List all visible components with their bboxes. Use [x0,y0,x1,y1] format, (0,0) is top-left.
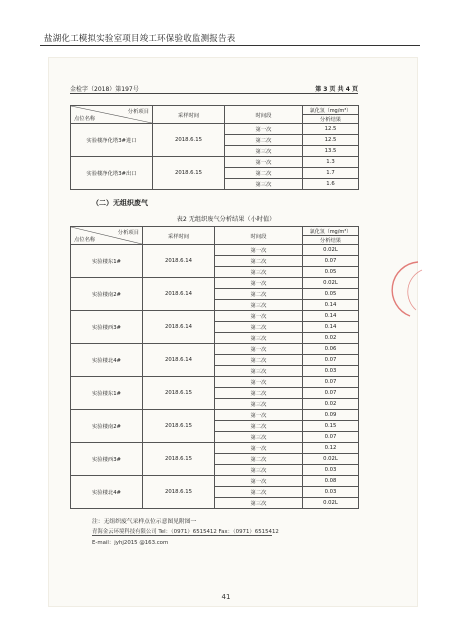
table2-date: 2018.6.15 [143,377,215,410]
table2-period: 第三次 [215,267,303,278]
table2-period: 第三次 [215,465,303,476]
table2-period: 第二次 [215,487,303,498]
organized-gas-table [70,105,359,190]
table2-result: 0.07 [303,355,359,366]
table-row [71,443,359,454]
table2-period: 第二次 [215,388,303,399]
table2-period: 第三次 [215,399,303,410]
table2-result: 0.14 [303,300,359,311]
table1-diagonal-header [71,106,153,124]
table1-point: 实验楼净化塔3#出口 [71,157,153,190]
table2-result: 0.02L [303,245,359,256]
table1-period: 第三次 [225,179,303,190]
header-rule [40,45,420,46]
table-row [71,377,359,388]
table-row [71,311,359,322]
table1-result: 12.5 [303,124,359,135]
table2-period: 第二次 [215,355,303,366]
table2-point: 实验楼北4# [71,344,143,377]
table2-result: 0.15 [303,421,359,432]
table2-result: 0.03 [303,487,359,498]
table2-date: 2018.6.14 [143,344,215,377]
table1-result: 12.5 [303,135,359,146]
table-row [71,344,359,355]
table2-period: 第二次 [215,256,303,267]
table1-col-param: 氯化氢（mg/m³） [303,106,359,115]
table-note: 注：无组织废气采样点位示意图见附图一 [92,519,197,525]
table2-period: 第一次 [215,245,303,256]
table2-col-period: 时间段 [215,227,303,245]
table2-col-date: 采样时间 [143,227,215,245]
table1-result: 1.6 [303,179,359,190]
table2-result: 0.06 [303,344,359,355]
table2-period: 第一次 [215,278,303,289]
table2-period: 第二次 [215,421,303,432]
table2-result: 0.08 [303,476,359,487]
table-row [71,410,359,421]
table2-period: 第三次 [215,300,303,311]
table2-period: 第一次 [215,476,303,487]
table2-period: 第三次 [215,333,303,344]
table2-result: 0.07 [303,256,359,267]
table2-point: 实验楼北4# [71,476,143,509]
table2-result: 0.02 [303,333,359,344]
table2-date: 2018.6.15 [143,443,215,476]
table1-period: 第一次 [225,124,303,135]
table2-col-item: 分析项目 [117,230,139,236]
table1-col-date: 采样时间 [153,106,225,124]
table1-date: 2018.6.15 [153,124,225,157]
table1-result: 1.3 [303,157,359,168]
table2-period: 第二次 [215,289,303,300]
table1-col-point: 点位名称 [74,116,96,122]
table1-col-result: 分析结果 [303,115,359,124]
table1-col-item: 分析项目 [127,109,149,115]
table2-point: 实验楼南2# [71,278,143,311]
table2-period: 第一次 [215,410,303,421]
table2-result: 0.02L [303,498,359,509]
table2-point: 实验楼西3# [71,443,143,476]
table2-diagonal-header [71,227,143,245]
table2-period: 第二次 [215,322,303,333]
report-number: 金检字（2018）第197号 [70,86,139,93]
table2-result: 0.02 [303,399,359,410]
table1-point: 实验楼净化塔3#进口 [71,124,153,157]
table2-col-result: 分析结果 [303,236,359,245]
page-of: 第 3 页 共 4 页 [315,86,358,93]
table2-point: 实验楼东1# [71,377,143,410]
table-row [71,157,359,168]
table2-result: 0.14 [303,322,359,333]
table1-result: 13.5 [303,146,359,157]
table2-result: 0.05 [303,289,359,300]
table2-date: 2018.6.14 [143,311,215,344]
table2-period: 第一次 [215,344,303,355]
table2-date: 2018.6.15 [143,410,215,443]
table1-period: 第三次 [225,146,303,157]
red-seal-fragment [366,258,428,320]
table2-date: 2018.6.15 [143,476,215,509]
table2-date: 2018.6.14 [143,245,215,278]
table2-result: 0.12 [303,443,359,454]
table2-result: 0.07 [303,388,359,399]
contact-line: E-mail：jyhj2015 @163.com [92,540,169,546]
table2-date: 2018.6.14 [143,278,215,311]
table2-result: 0.03 [303,366,359,377]
table2-result: 0.05 [303,267,359,278]
table2-result: 0.07 [303,377,359,388]
report-meta-rule [70,93,358,94]
table2-result: 0.02L [303,454,359,465]
company-rule [92,535,272,536]
table2-period: 第三次 [215,432,303,443]
table2-result: 0.14 [303,311,359,322]
table2-result: 0.09 [303,410,359,421]
table-row [71,245,359,256]
table2-point: 实验楼东1# [71,245,143,278]
table2-result: 0.02L [303,278,359,289]
page-number: 41 [221,593,231,601]
table1-period: 第二次 [225,135,303,146]
unorganized-gas-table [70,226,359,509]
table2-period: 第一次 [215,311,303,322]
company-line: 青海金云环境科技有限公司 Tel：（0971）6515412 Fax：（0971）6515412 [92,529,279,535]
table2-period: 第三次 [215,366,303,377]
table2-point: 实验楼南2# [71,410,143,443]
table-row [71,124,359,135]
table2-period: 第三次 [215,498,303,509]
table2-point: 实验楼西3# [71,311,143,344]
table2-caption: 表2 无组织废气分析结果（小时值） [176,216,276,223]
table1-period: 第一次 [225,157,303,168]
table2-col-point: 点位名称 [74,237,96,243]
table2-col-param: 氯化氢（mg/m³） [303,227,359,236]
table2-period: 第一次 [215,443,303,454]
table2-period: 第一次 [215,377,303,388]
document-header-title: 盐湖化工模拟实验室项目竣工环保验收监测报告表 [44,34,236,44]
table1-result: 1.7 [303,168,359,179]
table1-col-period: 时间段 [225,106,303,124]
table-row [71,278,359,289]
section-title: （二）无组织废气 [92,199,148,207]
table2-period: 第二次 [215,454,303,465]
table1-period: 第二次 [225,168,303,179]
table2-result: 0.03 [303,465,359,476]
table2-result: 0.07 [303,432,359,443]
table1-date: 2018.6.15 [153,157,225,190]
table-row [71,476,359,487]
